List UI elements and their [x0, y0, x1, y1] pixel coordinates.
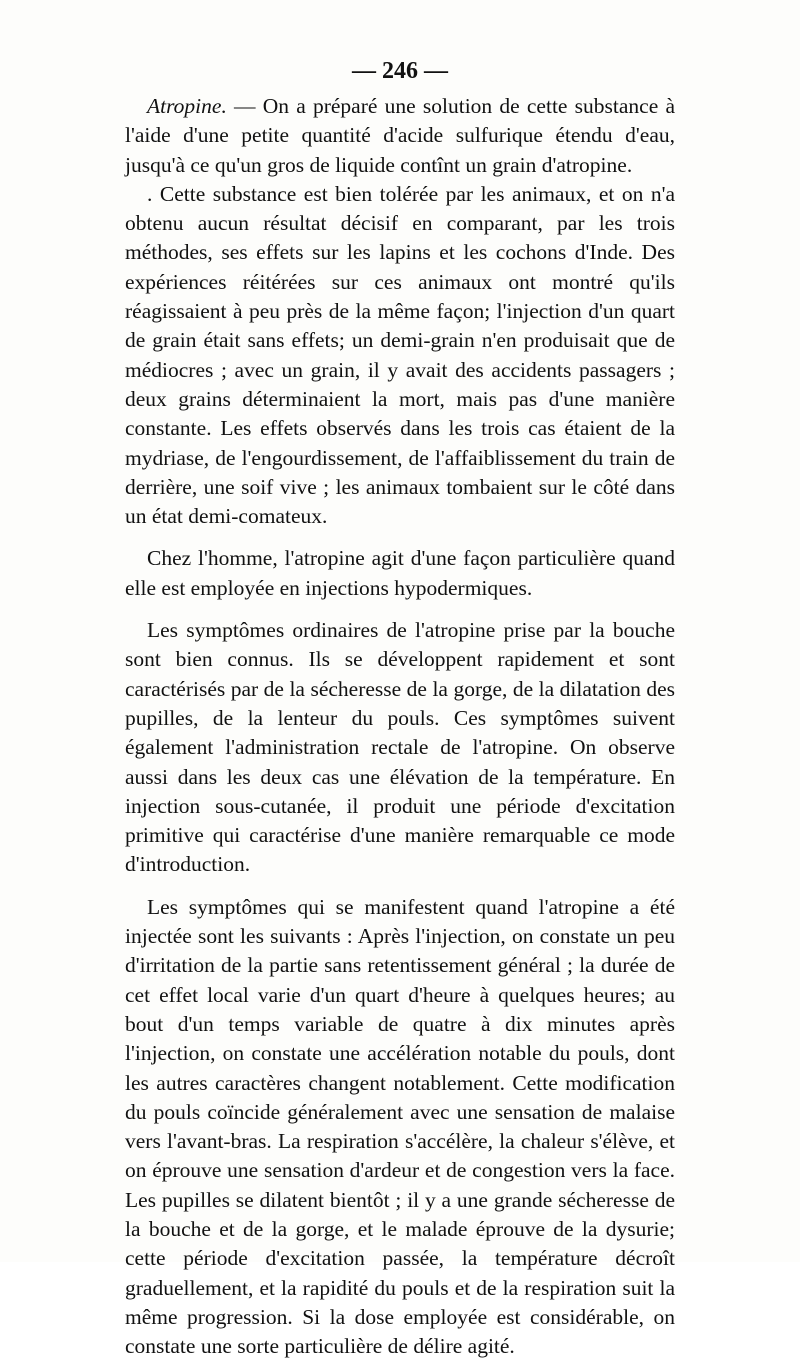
- paragraph-animal-tolerance: [125, 180, 675, 532]
- paragraph-lead: Atropine.: [147, 94, 227, 118]
- page-number: — 246 —: [352, 58, 448, 84]
- paragraph-injection-symptoms: [125, 893, 675, 1361]
- paragraph-text: Les symptômes qui se manifestent quand l'atropine a été injectée sont les suivants : Après l'injection, on constate un peu d'irritation de la partie sans retentissement général ; la durée de cet effet local varie d'un quart d'heure à quelques heures; au bout d'un temps variable de quatre à dix minutes après l'injection, on constate une accélération notable du pouls, dont les autres caractères changent notablement. Cette modification du pouls coïncide généralement avec une sensation de malaise vers l'avant-bras. La respiration s'accélère, la chaleur s'élève, et on éprouve une sensation d'ardeur et de congestion vers la face. Les pupilles se dilatent bientôt ; il y a une grande sécheresse de la bouche et de la gorge, et le malade éprouve de la dysurie; cette période d'excitation passée, la température décroît graduellement, et la rapidité du pouls et de la respiration suit la même progression. Si la dose employée est considérable, on constate une sorte particulière de délire agité.: [125, 894, 675, 1359]
- paragraph-text: Chez l'homme, l'atropine agit d'une façon particulière quand elle est employée en injections hypodermiques.: [125, 546, 675, 600]
- paragraph-ordinary-symptoms: [125, 616, 675, 880]
- body-text: [125, 92, 675, 1361]
- paragraph-text: — On a préparé une solution de cette substance à l'aide d'une petite quantité d'acide sulfurique étendu d'eau, jusqu'à ce qu'un gros de liquide contînt un grain d'atropine.: [125, 94, 675, 177]
- paragraph-text: Les symptômes ordinaires de l'atropine prise par la bouche sont bien connus. Ils se développent rapidement et sont caractérisés par de la sécheresse de la gorge, de la dilatation des pupilles, de la lenteur du pouls. Ces symptômes suivent également l'administration rectale de l'atropine. On observe aussi dans les deux cas une élévation de la température. En injection sous-cutanée, il produit une période d'excitation primitive qui caractérise d'une manière remarquable ce mode d'introduction.: [125, 618, 675, 877]
- paragraph-human-effect: [125, 544, 675, 603]
- paragraph-text: . Cette substance est bien tolérée par les animaux, et on n'a obtenu aucun résultat décisif en comparant, par les trois méthodes, ses effets sur les lapins et les cochons d'Inde. Des expériences réitérées sur ces animaux ont montré qu'ils réagissaient à peu près de la même façon; l'injection d'un quart de grain était sans effets; un demi-grain n'en produisait que de médiocres ; avec un grain, il y avait des accidents passagers ; deux grains déterminaient la mort, mais pas d'une manière constante. Les effets observés dans les trois cas étaient de la mydriase, de l'engourdissement, de l'affaiblissement du train de derrière, une soif vive ; les animaux tombaient sur le côté dans un état demi-comateux.: [125, 181, 675, 529]
- paragraph-atropine-preparation: [125, 92, 675, 180]
